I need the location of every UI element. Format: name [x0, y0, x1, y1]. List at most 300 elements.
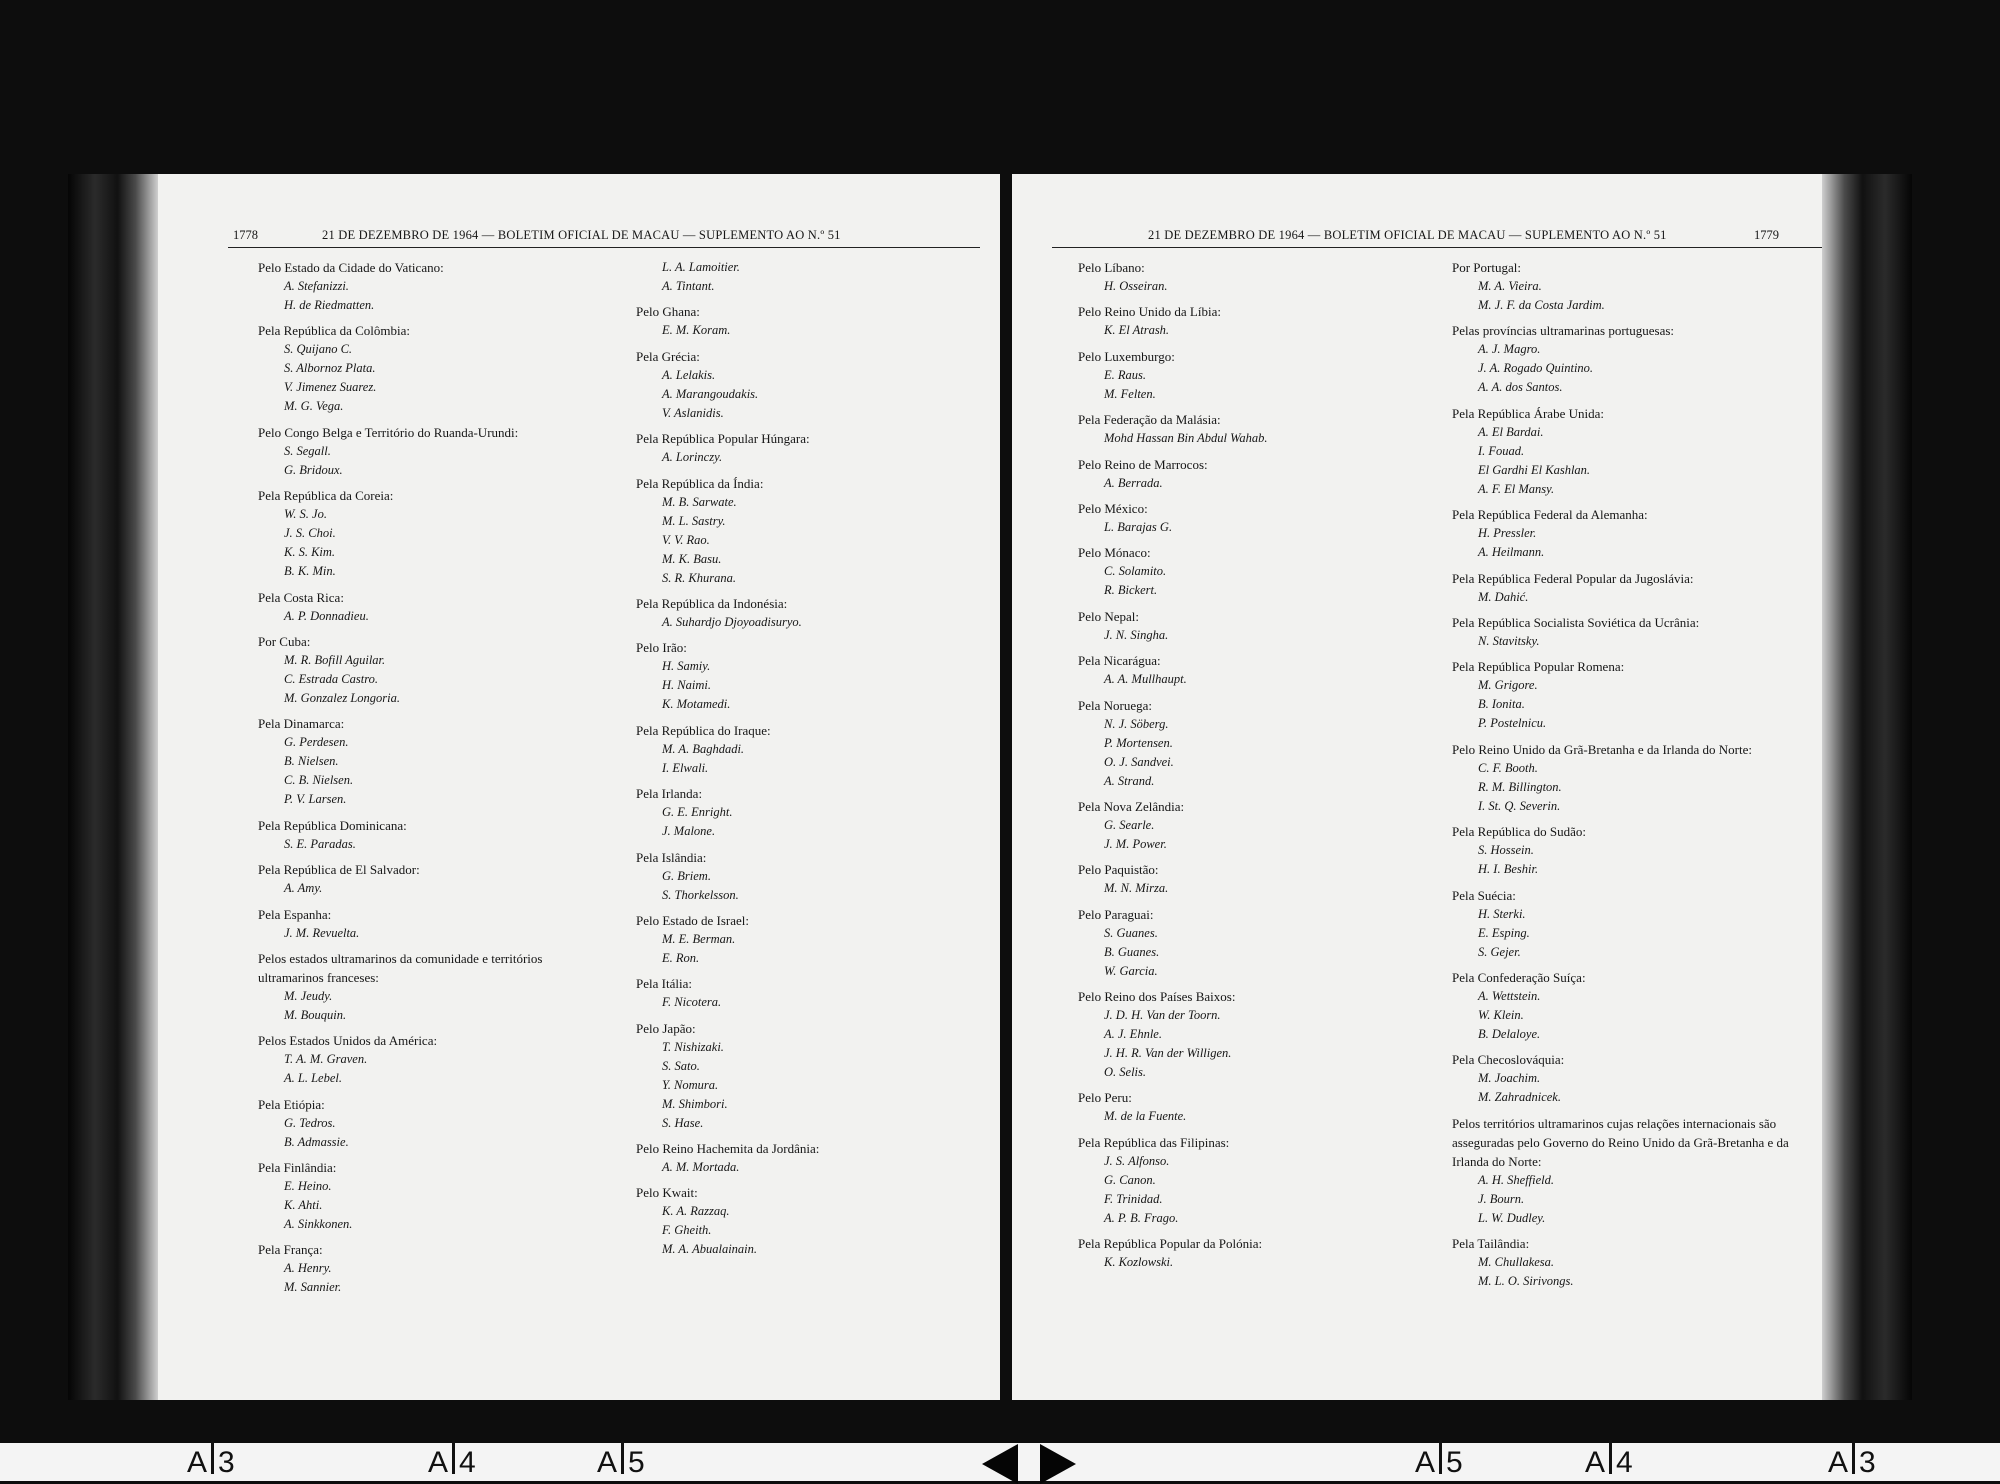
signatory-group	[636, 347, 976, 423]
signatory-group	[1078, 696, 1418, 791]
signatory-name: E. M. Koram.	[662, 323, 731, 338]
signatory-name: M. Jeudy.	[284, 988, 333, 1003]
arrow-right-icon	[1040, 1444, 1076, 1484]
arrow-left-icon	[982, 1444, 1018, 1484]
signatory-group	[1078, 1234, 1418, 1272]
signatory-name: G. Briem.	[662, 868, 711, 883]
country-heading: Pela República das Filipinas:	[1078, 1134, 1230, 1150]
signatory-group	[1078, 543, 1418, 600]
signatory-name: S. E. Paradas.	[284, 836, 356, 851]
signatory-group	[258, 905, 598, 943]
signatory-group	[258, 860, 598, 898]
signatory-name: A. Amy.	[284, 881, 323, 896]
signatory-names	[258, 505, 598, 581]
signatory-group	[636, 784, 976, 841]
signatory-group	[1078, 455, 1418, 493]
country-heading: Pela República da Colômbia:	[258, 323, 410, 339]
signatory-name: A. J. Magro.	[1478, 342, 1541, 357]
signatory-name: J. M. Power.	[1104, 836, 1167, 851]
right-page-binding-shadow	[1822, 174, 1912, 1400]
signatory-names	[1452, 277, 1812, 315]
country-heading: Pela Espanha:	[258, 906, 332, 922]
country-heading: Por Cuba:	[258, 633, 311, 649]
left-column-2	[636, 258, 976, 1266]
signatory-names	[1078, 277, 1418, 296]
signatory-name: J. A. Rogado Quintino.	[1478, 361, 1594, 376]
country-heading: Pela Dinamarca:	[258, 716, 345, 732]
signatory-name: H. I. Beshir.	[1478, 862, 1539, 877]
signatory-names	[258, 1259, 598, 1297]
signatory-name: R. Bickert.	[1104, 583, 1158, 598]
signatory-group	[258, 321, 598, 416]
signatory-group	[1078, 860, 1418, 898]
signatory-group	[1452, 1050, 1812, 1107]
country-heading: Pelo Reino Hachemita da Jordânia:	[636, 1141, 820, 1157]
signatory-name: M. G. Vega.	[284, 399, 344, 414]
signatory-name: C. Estrada Castro.	[284, 671, 379, 686]
signatory-name: B. Guanes.	[1104, 944, 1160, 959]
signatory-name: F. Nicotera.	[662, 995, 722, 1010]
signatory-names	[636, 493, 976, 588]
signatory-names	[1078, 366, 1418, 404]
signatory-group	[258, 816, 598, 854]
signatory-name: M. J. F. da Costa Jardim.	[1478, 298, 1605, 312]
signatory-name: A. J. Ehnle.	[1104, 1027, 1162, 1042]
signatory-group	[636, 1139, 976, 1177]
right-page-number: 1779	[1754, 228, 1779, 242]
signatory-name: I. Fouad.	[1478, 443, 1525, 458]
signatory-name: A. Marangoudakis.	[662, 386, 759, 401]
signatory-name: A. M. Mortada.	[662, 1160, 740, 1175]
signatory-names	[258, 1177, 598, 1234]
signatory-group	[1452, 569, 1812, 607]
signatory-name: B. Admassie.	[284, 1134, 349, 1149]
signatory-group	[258, 1240, 598, 1297]
country-heading: Pelo México:	[1078, 500, 1148, 516]
signatory-name: A. A. dos Santos.	[1478, 380, 1563, 395]
signatory-group	[636, 721, 976, 778]
signatory-group	[1078, 797, 1418, 854]
signatory-group	[1452, 740, 1812, 816]
signatory-name: J. Malone.	[662, 824, 716, 839]
signatory-names	[258, 835, 598, 854]
country-heading: Pelo Kwait:	[636, 1185, 698, 1201]
signatory-name: M. Felten.	[1104, 386, 1156, 401]
country-heading: Pelo Congo Belga e Território do Ruanda-Urundi:	[258, 424, 519, 440]
signatory-names	[636, 321, 976, 340]
signatory-names	[1452, 632, 1812, 651]
country-heading: Por Portugal:	[1452, 260, 1521, 275]
reel-mark-3: A 5	[597, 1446, 645, 1480]
signatory-name: N. J. Söberg.	[1104, 716, 1169, 731]
signatory-names	[1452, 1253, 1812, 1291]
signatory-group	[636, 258, 976, 296]
signatory-name: L. W. Dudley.	[1478, 1210, 1546, 1225]
signatory-names	[1452, 340, 1812, 397]
signatory-names	[636, 657, 976, 714]
country-heading: Pelo Estado de Israel:	[636, 912, 749, 928]
signatory-names	[1078, 670, 1418, 689]
signatory-names	[1452, 759, 1812, 816]
signatory-name: A. P. Donnadieu.	[284, 608, 369, 623]
signatory-group	[1078, 1088, 1418, 1126]
country-heading: Pela República Árabe Unida:	[1452, 405, 1604, 421]
country-heading: Pela República da Coreia:	[258, 488, 394, 504]
signatory-names	[1452, 676, 1812, 733]
signatory-name: L. Barajas G.	[1104, 519, 1173, 534]
signatory-group	[1452, 321, 1812, 397]
signatory-names	[1078, 924, 1418, 981]
country-heading: Pela Suécia:	[1452, 887, 1516, 903]
signatory-name: K. Motamedi.	[662, 697, 731, 712]
signatory-group	[1452, 886, 1812, 962]
signatory-name: G. Searle.	[1104, 817, 1155, 832]
signatory-name: Y. Nomura.	[662, 1077, 719, 1092]
signatory-name: L. A. Lamoitier.	[662, 260, 740, 274]
signatory-name: B. Nielsen.	[284, 754, 339, 769]
signatory-name: M. L. O. Sirivongs.	[1478, 1274, 1574, 1289]
signatory-name: E. Raus.	[1104, 367, 1147, 382]
country-heading: Pela Grécia:	[636, 348, 700, 364]
signatory-name: W. Klein.	[1478, 1007, 1524, 1022]
signatory-group	[1452, 968, 1812, 1044]
signatory-name: T. Nishizaki.	[662, 1039, 724, 1054]
signatory-name: K. El Atrash.	[1104, 323, 1170, 338]
signatory-names	[258, 879, 598, 898]
country-heading: Pelo Irão:	[636, 640, 687, 656]
signatory-names	[636, 1158, 976, 1177]
signatory-name: M. Joachim.	[1478, 1071, 1541, 1086]
signatory-names	[636, 740, 976, 778]
country-heading: Pela República Dominicana:	[258, 817, 407, 833]
signatory-name: P. Mortensen.	[1104, 735, 1173, 750]
signatory-group	[1078, 499, 1418, 537]
signatory-names	[1452, 1069, 1812, 1107]
signatory-name: G. Canon.	[1104, 1172, 1156, 1187]
signatory-name: S. Segall.	[284, 443, 331, 458]
signatory-group	[1078, 651, 1418, 689]
signatory-group	[258, 714, 598, 809]
signatory-name: V. V. Rao.	[662, 532, 710, 547]
signatory-names	[1078, 1107, 1418, 1126]
country-heading: Pela República Federal da Alemanha:	[1452, 507, 1648, 523]
signatory-name: H. de Riedmatten.	[284, 298, 375, 312]
signatory-names	[1078, 1253, 1418, 1272]
signatory-name: H. Naimi.	[662, 678, 711, 693]
signatory-names	[636, 366, 976, 423]
signatory-names	[1078, 715, 1418, 791]
country-heading: Pelos Estados Unidos da América:	[258, 1033, 438, 1049]
signatory-group	[258, 949, 598, 1025]
signatory-names	[1078, 429, 1418, 448]
signatory-name: O. Selis.	[1104, 1065, 1147, 1080]
signatory-name: M. A. Baghdadi.	[662, 741, 745, 756]
signatory-group	[1078, 607, 1418, 645]
signatory-names	[1452, 524, 1812, 562]
signatory-name: A. Lorinczy.	[662, 450, 723, 465]
signatory-name: V. Jimenez Suarez.	[284, 380, 377, 395]
signatory-names	[1078, 1152, 1418, 1228]
signatory-name: M. Bouquin.	[284, 1007, 347, 1022]
signatory-names	[258, 1114, 598, 1152]
country-heading: Pela França:	[258, 1242, 323, 1258]
signatory-names	[636, 930, 976, 968]
left-column-1	[258, 258, 598, 1304]
signatory-name: E. Ron.	[662, 950, 700, 965]
signatory-name: M. N. Mirza.	[1104, 881, 1169, 896]
signatory-group	[636, 848, 976, 905]
signatory-group	[1452, 258, 1812, 315]
right-column-2	[1452, 258, 1812, 1297]
country-heading: Pelos territórios ultramarinos cujas relações internacionais são asseguradas pelo Governo do Reino Unido da Grã-Bretanha e da Irlanda do Norte:	[1452, 1115, 1789, 1169]
country-heading: Pelo Reino Unido da Grã-Bretanha e da Irlanda do Norte:	[1452, 741, 1752, 757]
country-heading: Pela República Popular Húngara:	[636, 431, 810, 447]
left-page	[68, 174, 1000, 1400]
signatory-name: M. Sannier.	[284, 1280, 342, 1295]
signatory-name: H. Sterki.	[1478, 906, 1526, 921]
signatory-names	[1452, 588, 1812, 607]
country-heading: Pelo Paraguai:	[1078, 906, 1154, 922]
country-heading: Pela Irlanda:	[636, 786, 703, 802]
signatory-names	[258, 340, 598, 416]
country-heading: Pelo Luxemburgo:	[1078, 348, 1175, 364]
signatory-names	[1452, 1171, 1812, 1228]
signatory-name: K. S. Kim.	[284, 545, 336, 560]
signatory-name: A. Heilmann.	[1478, 545, 1545, 560]
signatory-name: G. Bridoux.	[284, 462, 343, 477]
country-heading: Pela Noruega:	[1078, 697, 1153, 713]
country-heading: Pela Checoslováquia:	[1452, 1052, 1565, 1068]
signatory-name: M. A. Abualainain.	[662, 1242, 758, 1257]
signatory-name: A. Henry.	[284, 1261, 332, 1276]
signatory-name: I. St. Q. Severin.	[1478, 798, 1561, 813]
signatory-name: S. Hase.	[662, 1115, 704, 1130]
signatory-group	[1078, 410, 1418, 448]
signatory-name: W. S. Jo.	[284, 507, 327, 522]
signatory-names	[636, 448, 976, 467]
reel-mark-2: A 4	[428, 1446, 476, 1480]
signatory-name: A. F. El Mansy.	[1478, 481, 1555, 496]
signatory-group	[636, 594, 976, 632]
signatory-group	[1452, 404, 1812, 499]
signatory-name: A. Strand.	[1104, 773, 1155, 788]
country-heading: Pela Islândia:	[636, 849, 707, 865]
signatory-name: A. Sinkkonen.	[284, 1217, 353, 1232]
signatory-name: B. Ionita.	[1478, 697, 1525, 712]
left-page-number: 1778	[233, 228, 258, 242]
reel-mark-1: A 3	[187, 1446, 235, 1480]
signatory-group	[258, 1031, 598, 1088]
reel-mark-4: A 5	[1415, 1446, 1463, 1480]
country-heading: Pelo Estado da Cidade do Vaticano:	[258, 260, 444, 275]
signatory-name: S. Hossein.	[1478, 843, 1534, 858]
signatory-names	[636, 993, 976, 1012]
signatory-group	[636, 638, 976, 714]
country-heading: Pelo Reino dos Países Baixos:	[1078, 989, 1236, 1005]
signatory-name: B. K. Min.	[284, 564, 336, 579]
signatory-names	[258, 442, 598, 480]
signatory-name: M. Dahić.	[1478, 589, 1529, 604]
reel-mark-6: A 3	[1828, 1446, 1876, 1480]
left-page-binding-shadow	[68, 174, 158, 1400]
country-heading: Pela República Popular Romena:	[1452, 659, 1625, 675]
country-heading: Pela República do Iraque:	[636, 722, 771, 738]
signatory-names	[636, 867, 976, 905]
right-page	[1012, 174, 1912, 1400]
signatory-name: E. Heino.	[284, 1179, 332, 1194]
signatory-name: A. L. Lebel.	[284, 1071, 342, 1086]
signatory-group	[636, 1019, 976, 1133]
country-heading: Pela Itália:	[636, 976, 692, 992]
signatory-group	[636, 911, 976, 968]
signatory-group	[258, 258, 598, 315]
right-page-header: 21 DE DEZEMBRO DE 1964 — BOLETIM OFICIAL DE MACAU — SUPLEMENTO AO N.º 51	[1148, 228, 1667, 242]
signatory-group	[1452, 505, 1812, 562]
signatory-names	[258, 607, 598, 626]
country-heading: Pela Confederação Suíça:	[1452, 969, 1586, 985]
signatory-name: M. E. Berman.	[662, 931, 736, 946]
signatory-name: S. Gejer.	[1478, 944, 1521, 959]
signatory-names	[258, 651, 598, 708]
signatory-name: H. Samiy.	[662, 659, 711, 674]
country-heading: Pela República da Índia:	[636, 475, 764, 491]
signatory-group	[636, 974, 976, 1012]
signatory-group	[1078, 905, 1418, 981]
signatory-name: C. F. Booth.	[1478, 760, 1538, 775]
signatory-name: C. B. Nielsen.	[284, 773, 354, 788]
signatory-name: S. Thorkelsson.	[662, 887, 739, 902]
signatory-group	[1078, 987, 1418, 1082]
signatory-name: H. Pressler.	[1478, 526, 1537, 541]
signatory-name: V. Aslanidis.	[662, 405, 724, 420]
signatory-name: A. Tintant.	[662, 279, 715, 293]
signatory-group	[1452, 657, 1812, 733]
signatory-name: M. de la Fuente.	[1104, 1109, 1187, 1124]
country-heading: Pelo Ghana:	[636, 304, 700, 320]
signatory-name: A. H. Sheffield.	[1478, 1172, 1555, 1187]
signatory-name: S. Sato.	[662, 1058, 700, 1073]
signatory-name: N. Stavitsky.	[1478, 633, 1540, 648]
signatory-name: G. E. Enright.	[662, 805, 733, 820]
signatory-group	[258, 632, 598, 708]
signatory-name: T. A. M. Graven.	[284, 1052, 368, 1067]
signatory-name: E. Esping.	[1478, 925, 1530, 940]
signatory-names	[1078, 1006, 1418, 1082]
country-heading: Pela Nicarágua:	[1078, 653, 1161, 669]
signatory-name: M. K. Basu.	[662, 551, 722, 566]
signatory-names	[258, 987, 598, 1025]
country-heading: Pela Etiópia:	[258, 1096, 325, 1112]
signatory-group	[258, 1095, 598, 1152]
signatory-group	[1452, 1234, 1812, 1291]
signatory-name: B. Delaloye.	[1478, 1026, 1541, 1041]
signatory-name: M. Chullakesa.	[1478, 1255, 1555, 1270]
signatory-name: J. S. Alfonso.	[1104, 1153, 1170, 1168]
signatory-name: O. J. Sandvei.	[1104, 754, 1174, 769]
country-heading: Pelas províncias ultramarinas portuguesas:	[1452, 323, 1675, 339]
signatory-name: I. Elwali.	[662, 760, 709, 775]
signatory-name: M. A. Vieira.	[1478, 279, 1542, 293]
country-heading: Pelo Mónaco:	[1078, 545, 1151, 561]
signatory-name: M. R. Bofill Aguilar.	[284, 652, 386, 667]
signatory-group	[1078, 258, 1418, 296]
signatory-name: H. Osseiran.	[1104, 279, 1168, 293]
signatory-name: C. Solamito.	[1104, 564, 1167, 579]
signatory-name: J. M. Revuelta.	[284, 925, 360, 940]
signatory-name: A. El Bardai.	[1478, 424, 1544, 439]
signatory-name: J. H. R. Van der Willigen.	[1104, 1046, 1232, 1061]
signatory-name: S. Albornoz Plata.	[284, 361, 376, 376]
signatory-group	[636, 474, 976, 588]
signatory-name: G. Tedros.	[284, 1115, 336, 1130]
signatory-name: M. Gonzalez Longoria.	[284, 690, 400, 705]
signatory-name: A. Stefanizzi.	[284, 279, 349, 293]
signatory-name: A. P. B. Frago.	[1104, 1210, 1179, 1225]
country-heading: Pelo Nepal:	[1078, 608, 1140, 624]
signatory-name: F. Trinidad.	[1104, 1191, 1163, 1206]
signatory-name: P. V. Larsen.	[284, 792, 347, 807]
signatory-names	[258, 924, 598, 943]
signatory-name: R. M. Billington.	[1478, 779, 1562, 794]
signatory-group	[636, 1183, 976, 1259]
signatory-name: A. Lelakis.	[662, 367, 716, 382]
country-heading: Pela Tailândia:	[1452, 1236, 1530, 1252]
signatory-name: M. Shimbori.	[662, 1096, 728, 1111]
signatory-name: A. Wettstein.	[1478, 988, 1541, 1003]
signatory-name: M. B. Sarwate.	[662, 494, 737, 509]
signatory-names	[1078, 518, 1418, 537]
country-heading: Pelo Paquistão:	[1078, 862, 1159, 878]
signatory-names	[636, 1202, 976, 1259]
country-heading: Pelo Reino de Marrocos:	[1078, 456, 1208, 472]
signatory-names	[258, 1050, 598, 1088]
left-header-rule	[228, 247, 980, 248]
signatory-name: A. A. Mullhaupt.	[1104, 672, 1187, 687]
signatory-name: F. Gheith.	[662, 1223, 712, 1238]
signatory-name: J. Bourn.	[1478, 1191, 1525, 1206]
signatory-name: M. L. Sastry.	[662, 513, 726, 528]
signatory-names	[1078, 626, 1418, 645]
signatory-name: M. Grigore.	[1478, 678, 1538, 693]
country-heading: Pelo Peru:	[1078, 1090, 1132, 1106]
country-heading: Pela República do Sudão:	[1452, 824, 1586, 840]
country-heading: Pela República da Indonésia:	[636, 595, 788, 611]
signatory-name: P. Postelnicu.	[1478, 716, 1547, 731]
country-heading: Pela República Federal Popular da Jugoslávia:	[1452, 570, 1694, 586]
signatory-names	[1078, 562, 1418, 600]
signatory-names	[636, 1038, 976, 1133]
reel-mark-5: A 4	[1585, 1446, 1633, 1480]
signatory-names	[1078, 474, 1418, 493]
signatory-name: K. Kozlowski.	[1104, 1255, 1174, 1270]
signatory-names	[636, 258, 976, 296]
signatory-group	[1078, 347, 1418, 404]
signatory-name: J. D. H. Van der Toorn.	[1104, 1008, 1221, 1023]
signatory-names	[1452, 987, 1812, 1044]
country-heading: Pelo Líbano:	[1078, 260, 1145, 275]
country-heading: Pelo Reino Unido da Líbia:	[1078, 304, 1221, 320]
signatory-name: G. Perdesen.	[284, 735, 349, 750]
signatory-group	[258, 1158, 598, 1234]
signatory-name: El Gardhi El Kashlan.	[1478, 462, 1591, 477]
signatory-name: J. N. Singha.	[1104, 627, 1169, 642]
country-heading: Pela Finlândia:	[258, 1160, 337, 1176]
signatory-names	[636, 613, 976, 632]
country-heading: Pelo Japão:	[636, 1020, 696, 1036]
signatory-name: S. R. Khurana.	[662, 570, 736, 585]
signatory-group	[1452, 822, 1812, 879]
signatory-names	[1078, 879, 1418, 898]
